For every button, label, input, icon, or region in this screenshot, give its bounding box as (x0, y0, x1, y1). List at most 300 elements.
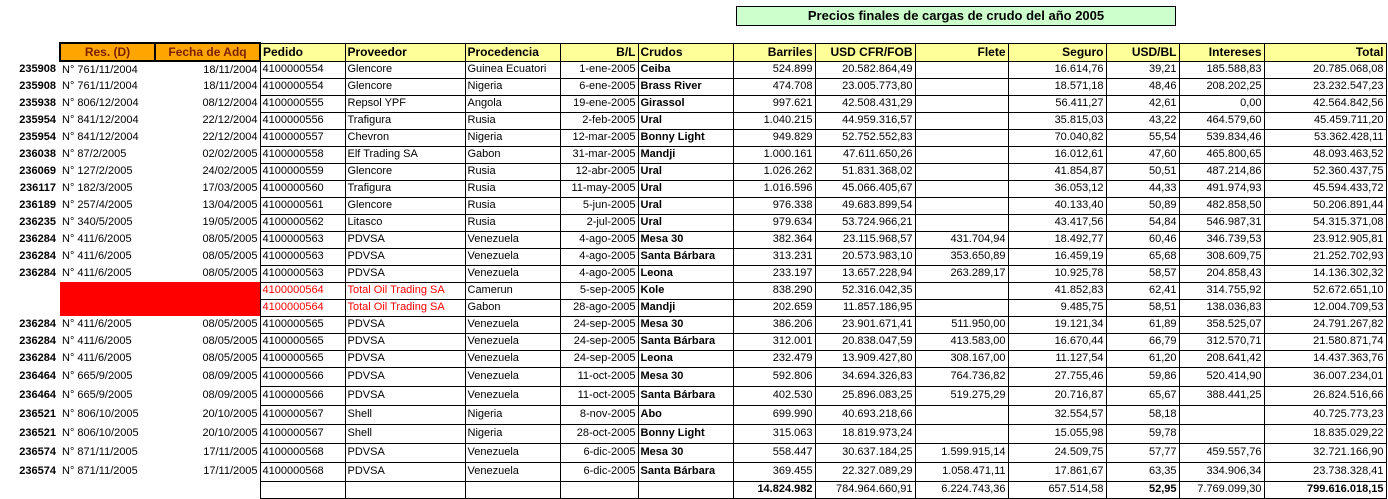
table-row (0, 265, 1386, 282)
row-bl: 24-sep-2005 (560, 333, 638, 350)
row-id: 235908 (19, 63, 56, 75)
row-res: N° 761/11/2004 (62, 80, 138, 92)
row-usd-bl: 44,33 (1106, 180, 1179, 197)
row-res: N° 806/12/2004 (62, 97, 139, 109)
row-intereses: 520.414,90 (1179, 367, 1264, 386)
row-id: 236069 (19, 165, 56, 177)
row-seguro: 41.854,87 (1008, 163, 1106, 180)
row-res: N° 257/4/2005 (62, 199, 133, 211)
row-proveedor: PDVSA (345, 316, 465, 333)
row-id: 236574 (19, 465, 56, 477)
row-intereses: 204.858,43 (1179, 265, 1264, 282)
totals-blank-2 (60, 481, 155, 498)
row-flete: 413.583,00 (915, 333, 1008, 350)
totals-blank-5 (345, 481, 465, 498)
row-pedido: 4100000562 (260, 214, 345, 231)
row-res: N° 806/10/2005 (62, 408, 139, 420)
header-crudos: Crudos (638, 43, 733, 61)
row-id: 235954 (19, 114, 56, 126)
row-crudo: Bonny Light (638, 424, 733, 443)
row-bl: 12-mar-2005 (560, 129, 638, 146)
row-res: N° 871/11/2005 (62, 446, 138, 458)
row-crudo: Ural (638, 163, 733, 180)
row-res: N° 411/6/2005 (62, 318, 132, 330)
row-usd-cfr-fob: 18.819.973,24 (815, 424, 915, 443)
row-res: N° 841/12/2004 (62, 114, 139, 126)
row-barriles: 202.659 (733, 299, 815, 316)
row-flete (915, 129, 1008, 146)
row-procedencia: Venezuela (465, 231, 560, 248)
row-fecha: 17/03/2005 (155, 180, 260, 197)
row-intereses: 138.036,83 (1179, 299, 1264, 316)
row-usd-cfr-fob: 40.693.218,66 (815, 405, 915, 424)
table-row (0, 78, 1386, 95)
row-id: 236521 (19, 427, 56, 439)
row-intereses: 546.987,31 (1179, 214, 1264, 231)
row-proveedor: PDVSA (345, 443, 465, 462)
table-row (0, 316, 1386, 333)
row-bl: 4-ago-2005 (560, 265, 638, 282)
row-seguro: 43.417,56 (1008, 214, 1106, 231)
row-barriles: 979.634 (733, 214, 815, 231)
row-proveedor: Glencore (345, 61, 465, 78)
row-seguro: 18.492,77 (1008, 231, 1106, 248)
row-proveedor: Trafigura (345, 112, 465, 129)
total-barriles: 14.824.982 (733, 481, 815, 498)
row-proveedor: Glencore (345, 163, 465, 180)
table-row (0, 197, 1386, 214)
row-seguro: 32.554,57 (1008, 405, 1106, 424)
row-fecha: 18/11/2004 (155, 61, 260, 78)
row-pedido: 4100000559 (260, 163, 345, 180)
row-seguro: 18.571,18 (1008, 78, 1106, 95)
row-seguro: 27.755,46 (1008, 367, 1106, 386)
row-id: 236235 (19, 216, 56, 228)
row-pedido: 4100000563 (260, 265, 345, 282)
row-intereses: 491.974,93 (1179, 180, 1264, 197)
header-intereses: Intereses (1179, 43, 1264, 61)
row-usd-bl: 55,54 (1106, 129, 1179, 146)
row-res: N° 841/12/2004 (62, 131, 139, 143)
row-procedencia: Venezuela (465, 367, 560, 386)
row-usd-bl: 42,61 (1106, 95, 1179, 112)
row-seguro: 16.614,76 (1008, 61, 1106, 78)
header-seguro: Seguro (1008, 43, 1106, 61)
row-usd-bl: 66,79 (1106, 333, 1179, 350)
header-row (0, 43, 1386, 61)
row-pedido: 4100000554 (260, 78, 345, 95)
row-proveedor: Elf Trading SA (345, 146, 465, 163)
table-row (0, 146, 1386, 163)
row-fecha: 18/11/2004 (155, 78, 260, 95)
row-pedido: 4100000556 (260, 112, 345, 129)
row-usd-cfr-fob: 44.959.316,57 (815, 112, 915, 129)
row-total: 48.093.463,52 (1264, 146, 1386, 163)
row-intereses: 208.202,25 (1179, 78, 1264, 95)
row-crudo: Mandji (638, 146, 733, 163)
row-proveedor: Total Oil Trading SA (345, 299, 465, 316)
row-procedencia: Venezuela (465, 265, 560, 282)
row-total: 21.580.871,74 (1264, 333, 1386, 350)
row-barriles: 232.479 (733, 350, 815, 367)
row-intereses: 312.570,71 (1179, 333, 1264, 350)
row-bl: 5-jun-2005 (560, 197, 638, 214)
row-flete: 1.058.471,11 (915, 462, 1008, 481)
row-fecha: 08/09/2005 (155, 386, 260, 405)
row-total: 26.824.516,66 (1264, 386, 1386, 405)
header-total: Total (1264, 43, 1386, 61)
row-usd-cfr-fob: 42.508.431,29 (815, 95, 915, 112)
row-barriles: 592.806 (733, 367, 815, 386)
row-usd-bl: 60,46 (1106, 231, 1179, 248)
row-flete (915, 95, 1008, 112)
row-usd-bl: 59,86 (1106, 367, 1179, 386)
row-barriles: 233.197 (733, 265, 815, 282)
row-pedido: 4100000568 (260, 462, 345, 481)
row-id: 236284 (19, 318, 56, 330)
totals-blank-6 (465, 481, 560, 498)
row-barriles: 315.063 (733, 424, 815, 443)
table-row (0, 129, 1386, 146)
row-procedencia: Nigeria (465, 129, 560, 146)
row-barriles: 976.338 (733, 197, 815, 214)
row-pedido: 4100000564 (260, 282, 345, 299)
row-fecha: 08/05/2005 (155, 333, 260, 350)
row-procedencia: Rusia (465, 180, 560, 197)
row-bl: 6-dic-2005 (560, 443, 638, 462)
row-usd-cfr-fob: 22.327.089,29 (815, 462, 915, 481)
table-row (0, 282, 1386, 299)
row-fecha: 08/09/2005 (155, 367, 260, 386)
row-usd-cfr-fob: 20.573.983,10 (815, 248, 915, 265)
row-id: 236284 (19, 233, 56, 245)
row-barriles: 524.899 (733, 61, 815, 78)
row-id: 236574 (19, 446, 56, 458)
row-id: 236284 (19, 352, 56, 364)
row-usd-bl: 39,21 (1106, 61, 1179, 78)
total-usd-bl: 52,95 (1106, 481, 1179, 498)
header-procedencia: Procedencia (465, 43, 560, 61)
row-res: N° 411/6/2005 (62, 233, 132, 245)
row-fecha: 08/05/2005 (155, 248, 260, 265)
table-row (0, 180, 1386, 197)
table-row (0, 112, 1386, 129)
header-usd-cfr-fob: USD CFR/FOB (815, 43, 915, 61)
row-id: 236189 (19, 199, 56, 211)
row-usd-cfr-fob: 49.683.899,54 (815, 197, 915, 214)
row-usd-bl: 50,89 (1106, 197, 1179, 214)
row-usd-cfr-fob: 52.752.552,83 (815, 129, 915, 146)
row-proveedor: Glencore (345, 197, 465, 214)
row-usd-bl: 59,78 (1106, 424, 1179, 443)
row-crudo: Girassol (638, 95, 733, 112)
row-id: 236284 (19, 250, 56, 262)
table-row (0, 462, 1386, 481)
row-res: N° 182/3/2005 (62, 182, 133, 194)
row-seguro: 17.861,67 (1008, 462, 1106, 481)
row-total: 21.252.702,93 (1264, 248, 1386, 265)
header-blank (0, 43, 60, 61)
row-intereses: 308.609,75 (1179, 248, 1264, 265)
row-id (0, 299, 60, 316)
table-row (0, 214, 1386, 231)
row-fecha: 08/05/2005 (155, 316, 260, 333)
row-procedencia: Nigeria (465, 78, 560, 95)
row-procedencia: Venezuela (465, 316, 560, 333)
row-usd-bl: 57,77 (1106, 443, 1179, 462)
row-procedencia: Nigeria (465, 424, 560, 443)
row-id: 235938 (19, 97, 56, 109)
row-pedido: 4100000557 (260, 129, 345, 146)
table-row (0, 333, 1386, 350)
row-usd-cfr-fob: 23.115.968,57 (815, 231, 915, 248)
row-proveedor: Total Oil Trading SA (345, 282, 465, 299)
totals-blank-7 (560, 481, 638, 498)
row-procedencia: Venezuela (465, 386, 560, 405)
header-res: Res. (D) (60, 43, 155, 61)
row-barriles: 474.708 (733, 78, 815, 95)
table-row (0, 367, 1386, 386)
row-res: N° 340/5/2005 (62, 216, 133, 228)
row-proveedor: PDVSA (345, 462, 465, 481)
row-intereses: 464.579,60 (1179, 112, 1264, 129)
row-proveedor: PDVSA (345, 386, 465, 405)
row-pedido: 4100000563 (260, 248, 345, 265)
row-usd-bl: 61,20 (1106, 350, 1179, 367)
row-procedencia: Gabon (465, 146, 560, 163)
row-procedencia: Angola (465, 95, 560, 112)
row-intereses: 465.800,65 (1179, 146, 1264, 163)
row-seguro: 11.127,54 (1008, 350, 1106, 367)
row-crudo: Santa Bárbara (638, 333, 733, 350)
row-procedencia: Venezuela (465, 333, 560, 350)
crude-cargo-table (0, 42, 1387, 499)
row-crudo: Brass River (638, 78, 733, 95)
row-intereses: 334.906,34 (1179, 462, 1264, 481)
row-pedido: 4100000561 (260, 197, 345, 214)
row-bl: 24-sep-2005 (560, 316, 638, 333)
row-crudo: Mesa 30 (638, 231, 733, 248)
row-id: 236284 (19, 335, 56, 347)
row-seguro: 15.055,98 (1008, 424, 1106, 443)
row-usd-bl: 58,51 (1106, 299, 1179, 316)
row-flete (915, 197, 1008, 214)
row-res: N° 127/2/2005 (62, 165, 133, 177)
row-pedido: 4100000568 (260, 443, 345, 462)
row-intereses: 346.739,53 (1179, 231, 1264, 248)
row-id: 236464 (19, 370, 56, 382)
row-barriles: 558.447 (733, 443, 815, 462)
row-bl: 11-oct-2005 (560, 386, 638, 405)
row-usd-bl: 43,22 (1106, 112, 1179, 129)
row-flete: 511.950,00 (915, 316, 1008, 333)
row-seguro: 56.411,27 (1008, 95, 1106, 112)
row-fecha: 08/05/2005 (155, 265, 260, 282)
row-bl: 12-abr-2005 (560, 163, 638, 180)
row-barriles: 949.829 (733, 129, 815, 146)
row-procedencia: Rusia (465, 197, 560, 214)
row-id: 236284 (19, 267, 56, 279)
totals-row (0, 481, 1386, 498)
row-bl: 6-ene-2005 (560, 78, 638, 95)
row-bl: 28-ago-2005 (560, 299, 638, 316)
row-proveedor: PDVSA (345, 333, 465, 350)
row-pedido: 4100000558 (260, 146, 345, 163)
row-barriles: 312.001 (733, 333, 815, 350)
row-intereses: 459.557,76 (1179, 443, 1264, 462)
row-usd-cfr-fob: 25.896.083,25 (815, 386, 915, 405)
row-seguro: 41.852,83 (1008, 282, 1106, 299)
row-crudo: Ural (638, 112, 733, 129)
row-bl: 11-oct-2005 (560, 367, 638, 386)
row-procedencia: Gabon (465, 299, 560, 316)
row-bl: 2-feb-2005 (560, 112, 638, 129)
totals-blank-8 (638, 481, 733, 498)
row-seguro: 16.670,44 (1008, 333, 1106, 350)
row-usd-cfr-fob: 20.582.864,49 (815, 61, 915, 78)
row-pedido: 4100000555 (260, 95, 345, 112)
row-flete (915, 78, 1008, 95)
row-pedido: 4100000566 (260, 367, 345, 386)
row-crudo: Santa Bárbara (638, 462, 733, 481)
row-id: 236464 (19, 389, 56, 401)
row-procedencia: Rusia (465, 214, 560, 231)
row-bl: 4-ago-2005 (560, 248, 638, 265)
report-title: Precios finales de cargas de crudo del año 2005 (736, 6, 1176, 26)
header-bl: B/L (560, 43, 638, 61)
row-procedencia: Rusia (465, 163, 560, 180)
row-crudo: Mesa 30 (638, 367, 733, 386)
row-usd-bl: 58,57 (1106, 265, 1179, 282)
table-row (0, 231, 1386, 248)
row-crudo: Mandji (638, 299, 733, 316)
row-res: N° 665/9/2005 (62, 370, 133, 382)
row-intereses: 0,00 (1179, 95, 1264, 112)
row-barriles: 838.290 (733, 282, 815, 299)
row-id: 236117 (19, 182, 56, 194)
row-total: 32.721.166,90 (1264, 443, 1386, 462)
row-seguro: 16.012,61 (1008, 146, 1106, 163)
row-usd-cfr-fob: 30.637.184,25 (815, 443, 915, 462)
row-seguro: 16.459,19 (1008, 248, 1106, 265)
row-barriles: 313.231 (733, 248, 815, 265)
row-usd-cfr-fob: 34.694.326,83 (815, 367, 915, 386)
totals-blank-4 (260, 481, 345, 498)
row-flete (915, 61, 1008, 78)
row-total: 23.738.328,41 (1264, 462, 1386, 481)
row-fecha (155, 299, 260, 316)
row-id (0, 282, 60, 299)
row-fecha: 17/11/2005 (155, 462, 260, 481)
row-bl: 4-ago-2005 (560, 231, 638, 248)
row-barriles: 1.000.161 (733, 146, 815, 163)
row-crudo: Ceiba (638, 61, 733, 78)
row-usd-cfr-fob: 13.657.228,94 (815, 265, 915, 282)
row-intereses: 185.588,83 (1179, 61, 1264, 78)
row-procedencia: Guinea Ecuatori (465, 61, 560, 78)
row-intereses: 208.641,42 (1179, 350, 1264, 367)
row-flete (915, 405, 1008, 424)
row-procedencia: Rusia (465, 112, 560, 129)
table-row (0, 61, 1386, 78)
row-crudo: Santa Bárbara (638, 386, 733, 405)
row-total: 14.136.302,32 (1264, 265, 1386, 282)
row-seguro: 35.815,03 (1008, 112, 1106, 129)
row-usd-cfr-fob: 53.724.966,21 (815, 214, 915, 231)
row-usd-bl: 48,46 (1106, 78, 1179, 95)
header-barriles: Barriles (733, 43, 815, 61)
row-intereses (1179, 424, 1264, 443)
row-procedencia: Venezuela (465, 443, 560, 462)
table-row (0, 163, 1386, 180)
total-seguro: 657.514,58 (1008, 481, 1106, 498)
row-intereses: 482.858,50 (1179, 197, 1264, 214)
row-res (60, 282, 155, 299)
row-fecha: 08/05/2005 (155, 231, 260, 248)
row-crudo: Ural (638, 180, 733, 197)
total-intereses: 7.769.099,30 (1179, 481, 1264, 498)
row-total: 52.672.651,10 (1264, 282, 1386, 299)
row-id: 235908 (19, 80, 56, 92)
row-total: 23.912.905,81 (1264, 231, 1386, 248)
row-flete (915, 163, 1008, 180)
table-row (0, 248, 1386, 265)
table-row (0, 386, 1386, 405)
row-res: N° 665/9/2005 (62, 389, 133, 401)
row-pedido: 4100000565 (260, 333, 345, 350)
row-usd-cfr-fob: 23.901.671,41 (815, 316, 915, 333)
row-seguro: 19.121,34 (1008, 316, 1106, 333)
row-total: 50.206.891,44 (1264, 197, 1386, 214)
row-crudo: Mesa 30 (638, 316, 733, 333)
row-crudo: Ural (638, 214, 733, 231)
row-res (60, 299, 155, 316)
row-usd-cfr-fob: 13.909.427,80 (815, 350, 915, 367)
row-procedencia: Camerun (465, 282, 560, 299)
row-bl: 5-sep-2005 (560, 282, 638, 299)
header-proveedor: Proveedor (345, 43, 465, 61)
row-seguro: 10.925,78 (1008, 265, 1106, 282)
row-res: N° 761/11/2004 (62, 63, 138, 76)
row-crudo: Ural (638, 197, 733, 214)
table-row (0, 443, 1386, 462)
row-proveedor: Litasco (345, 214, 465, 231)
totals-blank-1 (0, 481, 60, 498)
row-fecha: 22/12/2004 (155, 129, 260, 146)
row-fecha: 02/02/2005 (155, 146, 260, 163)
row-intereses: 314.755,92 (1179, 282, 1264, 299)
row-flete: 353.650,89 (915, 248, 1008, 265)
row-barriles: 386.206 (733, 316, 815, 333)
row-procedencia: Venezuela (465, 350, 560, 367)
row-total: 14.437.363,76 (1264, 350, 1386, 367)
row-bl: 6-dic-2005 (560, 462, 638, 481)
row-total: 42.564.842,56 (1264, 95, 1386, 112)
row-fecha: 22/12/2004 (155, 112, 260, 129)
row-bl: 2-jul-2005 (560, 214, 638, 231)
row-seguro: 70.040,82 (1008, 129, 1106, 146)
row-bl: 11-may-2005 (560, 180, 638, 197)
row-flete (915, 214, 1008, 231)
row-barriles: 382.364 (733, 231, 815, 248)
row-flete: 263.289,17 (915, 265, 1008, 282)
row-total: 53.362.428,11 (1264, 129, 1386, 146)
row-bl: 31-mar-2005 (560, 146, 638, 163)
row-procedencia: Venezuela (465, 462, 560, 481)
row-seguro: 36.053,12 (1008, 180, 1106, 197)
row-flete (915, 180, 1008, 197)
row-total: 40.725.773,23 (1264, 405, 1386, 424)
